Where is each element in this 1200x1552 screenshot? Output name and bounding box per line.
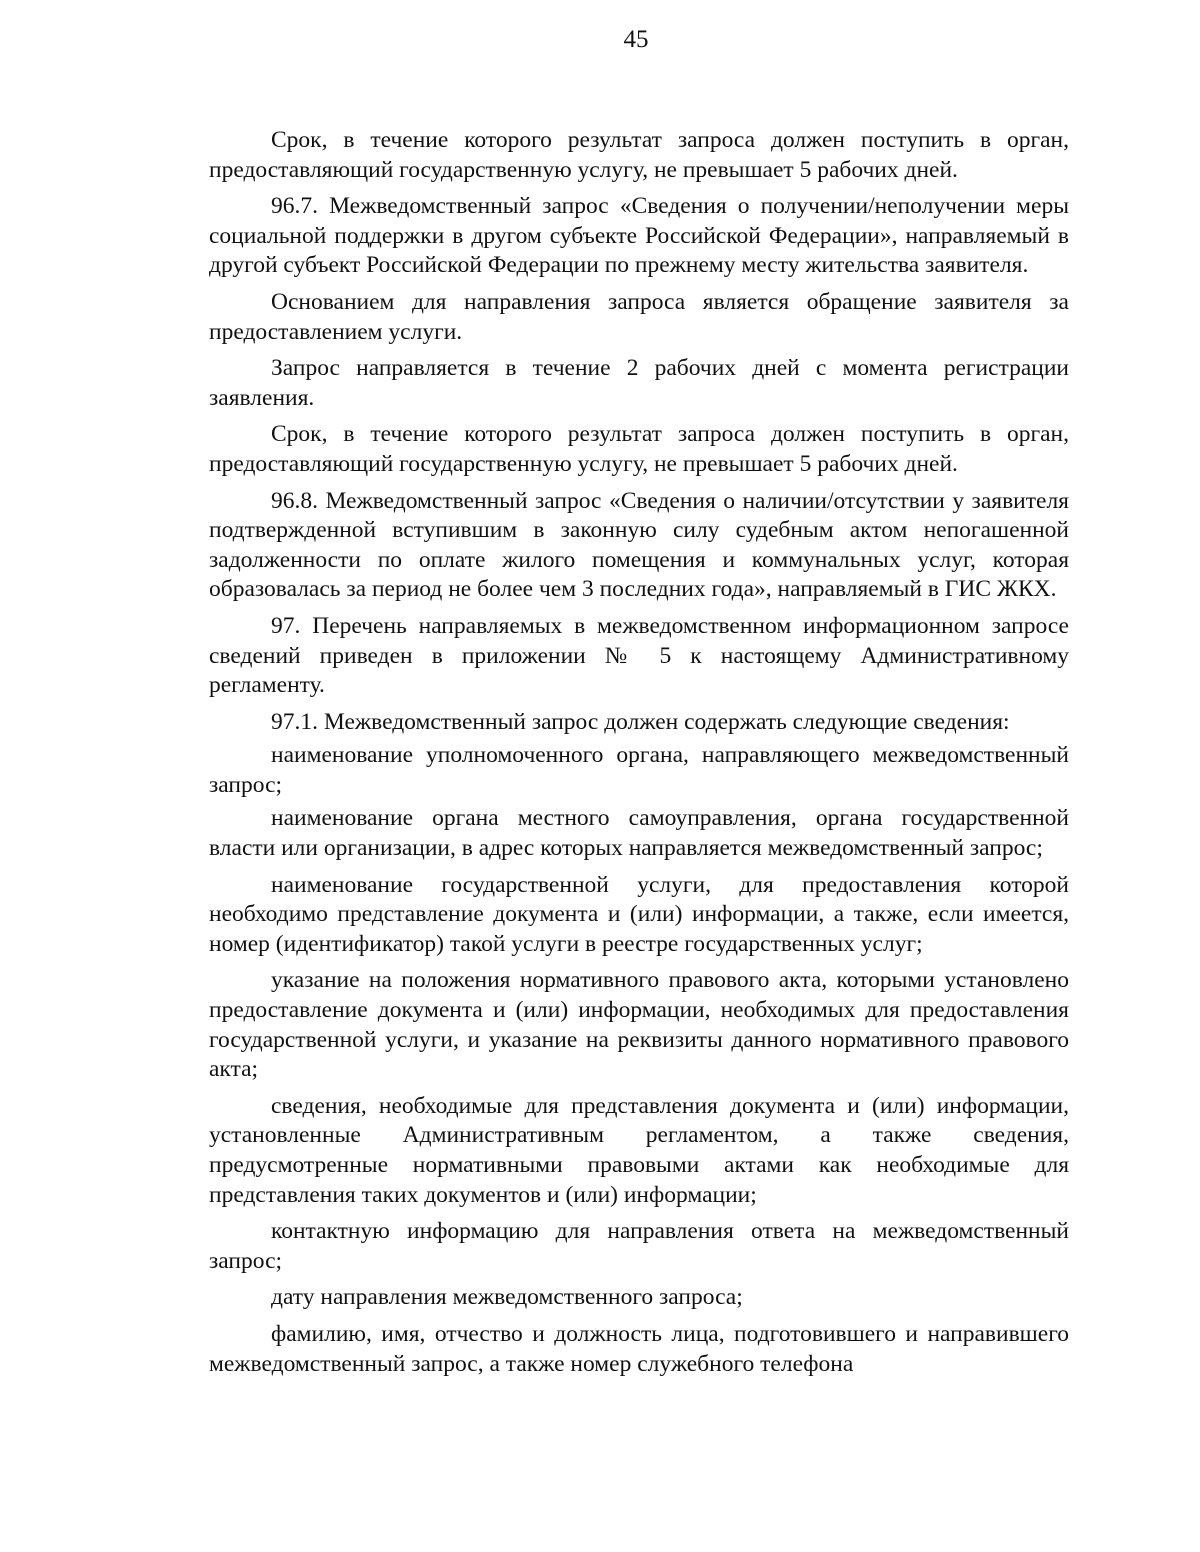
list-item: контактную информацию для направления ответа на межведомственный запрос; bbox=[209, 1218, 1069, 1274]
paragraph: 96.8. Межведомственный запрос «Сведения о наличии/отсутствии у заявителя подтвержденной вступившим в законную силу судебным актом непогашенной задолженности по оплате жилого помещения и коммунальных услуг, которая образовалась за период не более чем 3 последних года», направляемый в ГИС ЖКХ. bbox=[209, 487, 1069, 603]
paragraph: Срок, в течение которого результат запроса должен поступить в орган, предоставляющий государственную услугу, не превышает 5 рабочих дней. bbox=[209, 421, 1069, 477]
list-item: наименование государственной услуги, для предоставления которой необходимо представление документа и (или) информации, а также, если имеется, номер (идентификатор) такой услуги в реестре государственных услуг; bbox=[209, 871, 1069, 957]
list-item: указание на положения нормативного правового акта, которыми установлено предоставление документа и (или) информации, необходимых для предоставления государственной услуги, и указание на реквизиты данного нормативного правового акта; bbox=[209, 967, 1069, 1083]
document-body bbox=[209, 126, 1069, 1379]
paragraph: Запрос направляется в течение 2 рабочих дней с момента регистрации заявления. bbox=[209, 355, 1069, 411]
paragraph: 97.1. Межведомственный запрос должен содержать следующие сведения: bbox=[271, 708, 1010, 735]
list-item: дату направления межведомственного запроса; bbox=[271, 1284, 743, 1311]
paragraph: 97. Перечень направляемых в межведомственном информационном запросе сведений приведен в приложении № 5 к настоящему Административному регламенту. bbox=[209, 612, 1069, 699]
paragraph: Основанием для направления запроса является обращение заявителя за предоставлением услуги. bbox=[209, 288, 1069, 345]
paragraph: 96.7. Межведомственный запрос «Сведения о получении/неполучении меры социальной поддержки в другом субъекте Российской Федерации», направляемый в другой субъект Российской Федерации по прежнему месту жительства заявителя. bbox=[209, 193, 1069, 279]
list-item: сведения, необходимые для представления документа и (или) информации, установленные Административным регламентом, а также сведения, предусмотренные нормативными правовыми актами как необходимые для представления таких документов и (или) информации; bbox=[209, 1092, 1069, 1208]
list-item: наименование уполномоченного органа, направляющего межведомственный запрос; bbox=[209, 742, 1069, 798]
list-item: фамилию, имя, отчество и должность лица, подготовившего и направившего межведомственный запрос, а также номер служебного телефона bbox=[209, 1320, 1069, 1377]
page-number: 45 bbox=[623, 26, 649, 53]
paragraph: Срок, в течение которого результат запроса должен поступить в орган, предоставляющий государственную услугу, не превышает 5 рабочих дней. bbox=[209, 127, 1069, 183]
list-item: наименование органа местного самоуправления, органа государственной власти или организации, в адрес которых направляется межведомственный запрос; bbox=[209, 805, 1069, 862]
